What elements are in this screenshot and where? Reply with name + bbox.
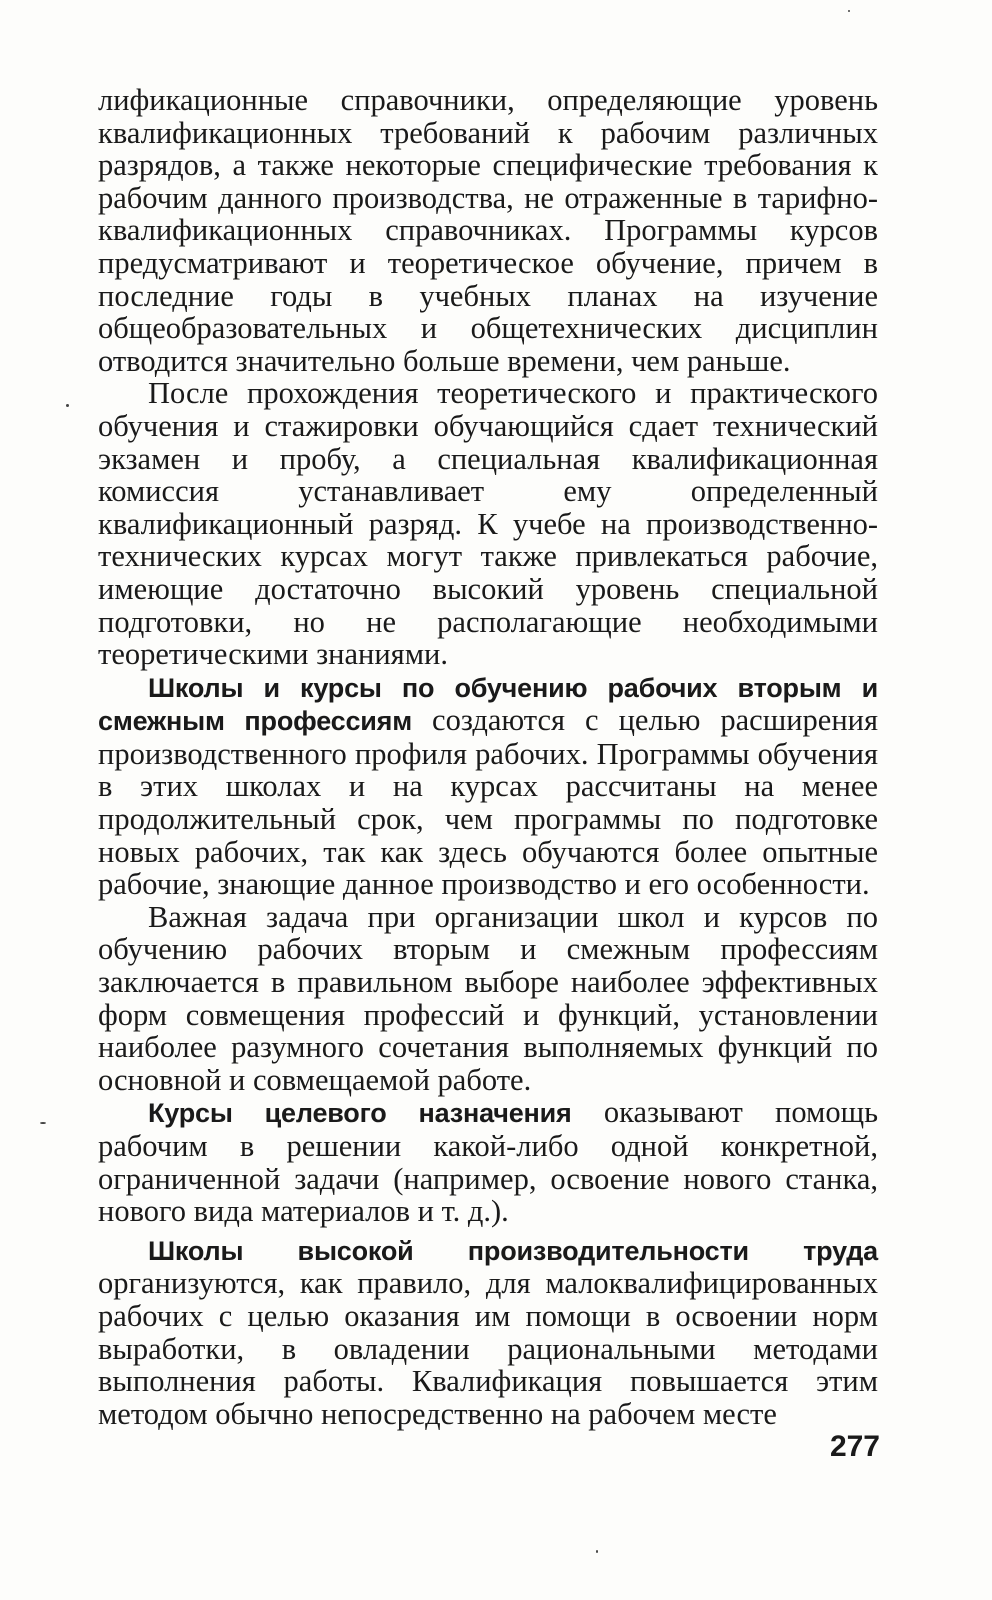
paragraph-5 xyxy=(98,1096,878,1227)
paragraph-4 xyxy=(98,901,878,1097)
page-number: 277 xyxy=(829,1430,880,1463)
paragraph-5-text: оказывают помощь рабочим в решении какой-либо одной конкретной, ограниченной задачи (например, освоение нового станка, нового вида материалов и т. д.). xyxy=(98,1095,878,1229)
paragraph-1-text: лификационные справочники, определяющие уровень квалификационных требований к рабочим различных разрядов, а также некоторые специфические требования к рабочим данного производства, не отраженные в тарифно-квалификационных справочниках. Программы курсов предусматривают и теоретическое обучение, причем в последние годы в учебных планах на изучение общеобразовательных и общетехнических дисциплин отводится значительно больше времени, чем раньше. xyxy=(98,83,878,378)
print-speck xyxy=(66,404,69,407)
paragraph-2-text: После прохождения теоретического и практического обучения и стажировки обучающийся сдает технический экзамен и пробу, а специальная квалификационная комиссия устанавливает ему определенный квалификационный разряд. К учебе на производственно-технических курсах могут также привлекаться рабочие, имеющие достаточно высокий уровень специальной подготовки, но не располагающие необходимыми теоретическими знаниями. xyxy=(98,376,878,672)
page-body-text xyxy=(98,84,878,1430)
paragraph-6-text: организуются, как правило, для малоквалифицированных рабочих с целью оказания им помощи в освоении норм выработки, в овладении рациональными методами выполнения работы. Квалификация повышается этим методом обычно непосредственно на рабочем месте xyxy=(98,1266,878,1431)
paragraph-3-text: создаются с целью расширения производственного профиля рабочих. Программы обучения в этих школах и на курсах рассчитаны на менее продолжительный срок, чем программы по подготовке новых рабочих, так как здесь обучаются более опытные рабочие, знающие данное производство и его особенности. xyxy=(98,703,878,902)
paragraph-4-text: Важная задача при организации школ и курсов по обучению рабочих вторым и смежным профессиям заключается в правильном выборе наиболее эффективных форм совмещения профессий и функций, установлении наиболее разумного сочетания выполняемых функций по основной и совмещаемой работе. xyxy=(98,899,878,1097)
paragraph-6 xyxy=(98,1234,878,1431)
paragraph-3-term: Школы и курсы по обучению рабочих вторым и смежным профессиям xyxy=(98,672,878,737)
print-speck xyxy=(848,10,850,12)
paragraph-1 xyxy=(98,84,878,377)
print-speck xyxy=(596,1550,598,1553)
paragraph-5-term: Курсы целевого назначения xyxy=(148,1098,572,1129)
paragraph-2 xyxy=(98,377,878,670)
print-speck xyxy=(40,1122,46,1124)
paragraph-6-term: Школы высокой производительности труда xyxy=(148,1235,878,1266)
paragraph-3 xyxy=(98,671,878,901)
